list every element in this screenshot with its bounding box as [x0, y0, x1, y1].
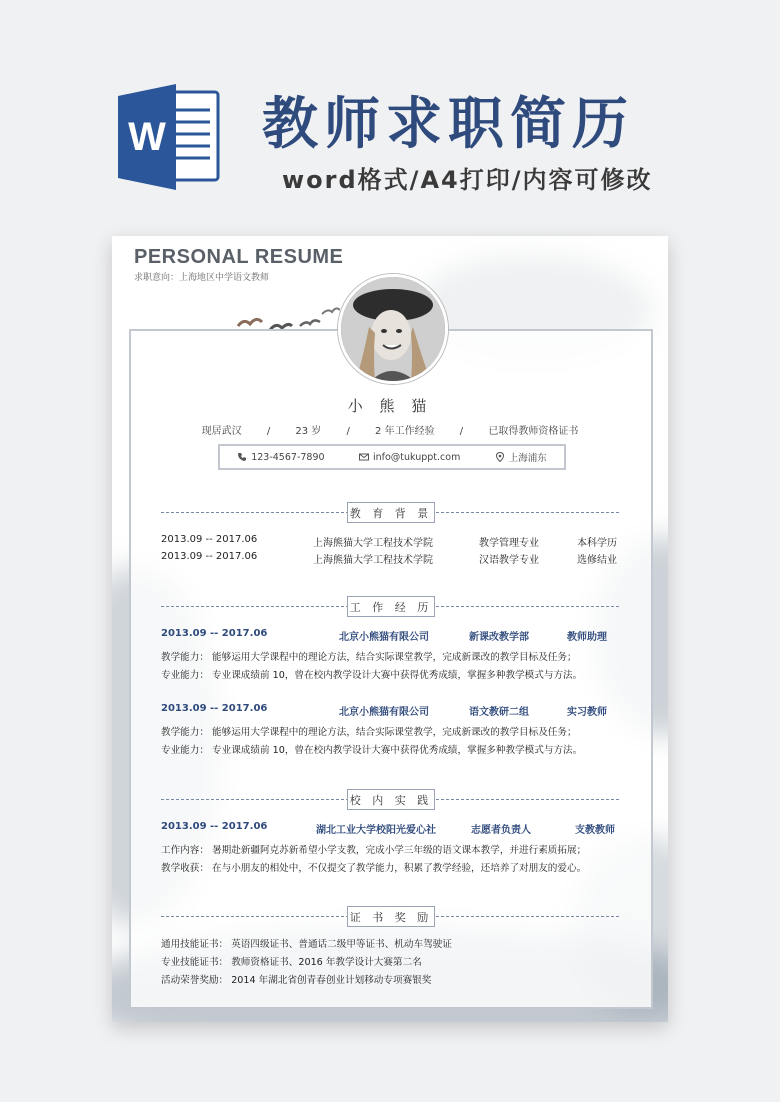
job-company: 北京小熊猫有限公司 [339, 632, 429, 643]
job-dept: 语文教研二组 [469, 707, 529, 718]
info-separator: / [459, 426, 464, 437]
job-description [161, 724, 631, 760]
job-line: 教学能力： 能够运用大学课程中的理论方法，结合实际课堂教学，完成新课改的教学目标及任务； [161, 652, 577, 663]
avatar [338, 274, 448, 384]
section-title-work: 工 作 经 历 [347, 596, 435, 617]
job-date: 2013.09 -- 2017.06 [161, 628, 268, 639]
basic-info [112, 422, 668, 437]
word-logo-letter: W [128, 115, 166, 159]
practice-line: 工作内容： 暑期赴新疆阿克苏新希望小学支教，完成小学三年级的语文课本教学，并进行素质拓展； [161, 845, 587, 856]
cert-line: 通用技能证书： 英语四级证书、普通话二级甲等证书、机动车驾驶证 [161, 939, 452, 950]
banner-title: 教师求职简历 [262, 92, 634, 157]
practice-org: 湖北工业大学校阳光爱心社 [316, 825, 436, 836]
job-line: 专业能力： 专业课成绩前 10，曾在校内教学设计大赛中获得优秀成绩，掌握多种教学模式与方法。 [161, 745, 583, 756]
practice-description [161, 842, 631, 878]
practice-role: 支教教师 [575, 825, 615, 836]
job-line: 专业能力： 专业课成绩前 10，曾在校内教学设计大赛中获得优秀成绩，掌握多种教学模式与方法。 [161, 670, 583, 681]
contact-phone[interactable]: 123-4567-7890 [251, 451, 325, 463]
cert-line: 活动荣誉奖励： 2014 年湖北省创青春创业计划移动专项赛银奖 [161, 975, 432, 986]
practice-line: 教学收获： 在与小朋友的相处中，不仅提交了教学能力，积累了教学经验，还培养了对朋友的爱心。 [161, 863, 587, 874]
info-separator: / [266, 426, 271, 437]
job-dept: 新课改教学部 [469, 632, 529, 643]
contact-box [218, 444, 566, 470]
edu-date: 2013.09 -- 2017.06 [161, 551, 258, 562]
practice-position: 志愿者负责人 [471, 825, 531, 836]
phone-icon [237, 452, 247, 462]
edu-major: 汉语教学专业 [479, 555, 539, 566]
section-title-education: 教 育 背 景 [347, 502, 435, 523]
job-description [161, 649, 631, 685]
job-role: 教师助理 [567, 632, 607, 643]
info-city: 现居武汉 [201, 426, 242, 437]
certificates-list [161, 936, 631, 990]
edu-school: 上海熊猫大学工程技术学院 [313, 555, 433, 566]
section-title-certificates: 证 书 奖 励 [347, 906, 435, 927]
location-icon [495, 452, 505, 462]
job-company: 北京小熊猫有限公司 [339, 707, 429, 718]
job-role: 实习教师 [567, 707, 607, 718]
banner-subtitle: word格式/A4打印/内容可修改 [282, 166, 653, 194]
info-experience: 2 年工作经验 [375, 426, 435, 437]
job-line: 教学能力： 能够运用大学课程中的理论方法，结合实际课堂教学，完成新课改的教学目标及任务； [161, 727, 577, 738]
word-icon [118, 82, 223, 192]
practice-date: 2013.09 -- 2017.06 [161, 821, 268, 832]
job-intent: 求职意向：上海地区中学语文教师 [134, 273, 270, 283]
resume-sheet [112, 236, 668, 1022]
cert-line: 专业技能证书： 教师资格证书、2016 年教学设计大赛第二名 [161, 957, 422, 968]
contact-location: 上海浦东 [508, 453, 547, 464]
email-icon [359, 452, 369, 462]
edu-date: 2013.09 -- 2017.06 [161, 534, 258, 545]
candidate-name: 小 熊 猫 [347, 397, 433, 415]
info-age: 23 岁 [295, 426, 322, 437]
resume-heading: PERSONAL RESUME [134, 246, 344, 268]
section-title-practice: 校 内 实 践 [347, 789, 435, 810]
edu-degree: 本科学历 [577, 538, 617, 549]
info-separator: / [346, 426, 350, 437]
job-date: 2013.09 -- 2017.06 [161, 703, 268, 714]
edu-school: 上海熊猫大学工程技术学院 [313, 538, 433, 549]
edu-major: 教学管理专业 [479, 538, 539, 549]
edu-degree: 选修结业 [577, 555, 617, 566]
info-certificate: 已取得教师资格证书 [488, 426, 579, 437]
contact-email[interactable]: info@tukuppt.com [372, 451, 461, 463]
